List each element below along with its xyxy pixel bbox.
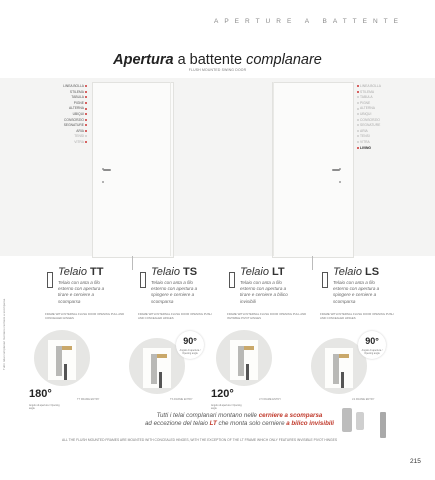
frame-title: [58, 266, 103, 278]
finish-label: VITRA: [74, 139, 84, 144]
frame-section-icon: [140, 272, 146, 288]
frame-detail-photo: [34, 330, 90, 386]
page-subtitle: FLUSH MOUNTED SWING DOOR: [188, 68, 247, 72]
frame-caption: LT FRAME ENTRY: [259, 398, 282, 401]
finishes-list-right: [356, 84, 406, 151]
opening-angle-label: Angolo di apertura / Opening angle: [179, 349, 201, 355]
finish-label: TABULA: [71, 95, 84, 100]
opening-angle-value: 120°: [211, 388, 234, 400]
finish-dot-icon: [357, 147, 359, 149]
finish-label: ALTERNA: [69, 106, 84, 111]
door-right-edge: [273, 82, 274, 256]
finish-dot-icon: [85, 102, 87, 104]
finish-dot-icon: [85, 141, 87, 143]
opening-angle-value: 90°: [183, 336, 197, 346]
finish-label: LIVING: [360, 145, 371, 150]
frame-section-icon: [47, 272, 53, 288]
opening-angle-value: 90°: [365, 336, 379, 346]
finish-label: UBIQUI: [360, 111, 372, 116]
finish-dot-icon: [85, 130, 87, 132]
finish-label: LINEA BOLLA: [360, 84, 381, 88]
bottom-line2-bold1: LT: [209, 420, 217, 427]
hinge-image-1: [342, 408, 352, 432]
frame-title: [333, 266, 379, 278]
finish-dot-icon: [357, 96, 359, 98]
finish-label: ARIA: [76, 128, 84, 133]
page-title: [0, 52, 435, 68]
hinge-image-3: [380, 412, 386, 438]
finish-dot-icon: [85, 124, 87, 126]
title-mid: a battente: [173, 52, 247, 68]
frame-section-icon: [322, 272, 328, 288]
finish-dot-icon: [357, 108, 359, 110]
finish-label: TENSI: [360, 134, 370, 139]
title-italic: complanare: [246, 52, 322, 68]
finishes-list-left: [48, 84, 88, 146]
opening-angle: [176, 331, 204, 359]
finish-label: CONSORZIO: [360, 117, 380, 122]
finish-dot-icon: [357, 85, 359, 87]
door-left-handle: [103, 169, 111, 171]
finish-label: CONSORZIO: [64, 117, 84, 122]
finish-dot-icon: [85, 113, 87, 115]
finish-label: STILEMA: [360, 89, 375, 94]
opening-angle-value: 180°: [29, 388, 52, 400]
opening-angle: [211, 384, 245, 410]
finish-label: TABULA: [360, 95, 373, 100]
bottom-line2-bold2: a bilico invisibili: [286, 420, 335, 427]
divider-left: [132, 256, 133, 270]
frame-title-bold: LS: [365, 266, 380, 278]
footnote: ALL THE FLUSH MOUNTED FRAMES ARE MOUNTED WITH CONCEALED HINGES, WITH THE EXCEPTION OF THE LT FRAME WHICH ONLY FEATURES INVISIBLE PIVOT HINGES: [62, 438, 338, 442]
frame-caption: TS FRAME ENTRY: [170, 398, 193, 401]
finish-dot-icon: [85, 85, 87, 87]
frame-title-italic: Telaio: [58, 266, 91, 278]
finish-dot-icon: [85, 119, 87, 121]
divider-right: [312, 256, 313, 270]
finish-dot-icon: [357, 130, 359, 132]
finish-dot-icon: [357, 102, 359, 104]
finish-dot-icon: [357, 91, 359, 93]
frame-description: Telaio con anta a filo esterno con apertura a tirare e cerniere a scomparsa: [58, 280, 105, 304]
frame-caption: LS FRAME ENTRY: [352, 398, 375, 401]
finish-label: LINEA BOLLA: [63, 84, 84, 88]
opening-angle-label: Angolo di apertura / Opening angle: [211, 404, 242, 410]
hinge-image-2: [356, 412, 364, 430]
bottom-line1-pre: Tutti i telai complanari montano nelle: [156, 412, 259, 419]
frame-title-italic: Telaio: [151, 266, 184, 278]
sidebar-text: Tutti i telai complanari montano cerniere a scomparsa: [2, 298, 6, 370]
bottom-line2-mid: che monta solo cerniere: [216, 420, 287, 427]
finish-label: UBIQUI: [72, 111, 84, 116]
finish-label: VITRA: [360, 139, 370, 144]
section-title: APERTURE A BATTENTE: [214, 18, 404, 25]
opening-angle: [29, 384, 63, 410]
frame-note: FRAME WITH INTERNAL FLUSH DOOR OPENING PULL AND INVISIBLE PIVOT HINGES: [227, 312, 307, 320]
opening-angle-label: Angolo di apertura / Opening angle: [29, 404, 60, 410]
finish-dot-icon: [357, 141, 359, 143]
finish-dot-icon: [85, 135, 87, 137]
finish-label: PIGNE: [360, 100, 371, 105]
finish-label: PIGNE: [73, 100, 84, 105]
frame-description: Telaio con anta a filo esterno con apertura a spingere e cerniere a scomparsa: [333, 280, 380, 304]
finish-item: [48, 140, 88, 146]
frame-title-bold: TS: [183, 266, 198, 278]
finish-dot-icon: [357, 135, 359, 137]
finish-dot-icon: [357, 119, 359, 121]
frame-title-italic: Telaio: [333, 266, 366, 278]
frame-detail-photo: [216, 330, 272, 386]
finish-item: [356, 146, 406, 152]
bottom-note: [142, 412, 337, 428]
frame-title-bold: LT: [272, 266, 285, 278]
opening-angle: [358, 331, 386, 359]
frame-title: [151, 266, 197, 278]
finish-dot-icon: [85, 96, 87, 98]
sidebar-note: [2, 298, 8, 370]
door-right: [272, 82, 354, 258]
finish-label: TENSI: [74, 134, 84, 139]
title-bold: Apertura: [113, 52, 174, 68]
finish-dot-icon: [357, 124, 359, 126]
frame-note: FRAME WITH INTERNAL FLUSH DOOR OPENING PUSH AND CONCEALED HINGES: [138, 312, 212, 320]
finish-dot-icon: [85, 108, 87, 110]
frame-caption: TT FRAME ENTRY: [77, 398, 100, 401]
opening-angle-label: Angolo di apertura / Opening angle: [361, 349, 383, 355]
frame-note: FRAME WITH INTERNAL FLUSH DOOR OPENING PUSH AND CONCEALED HINGES: [320, 312, 394, 320]
finish-label: ALTERNA: [360, 106, 375, 111]
frame-description: Telaio con anta a filo esterno con apertura a spingere e cerniere a scomparsa: [151, 280, 198, 304]
frame-section-icon: [229, 272, 235, 288]
finish-label: SEGNATURE: [63, 123, 84, 128]
finish-label: SEGNATURE: [360, 123, 381, 128]
frame-description: Telaio con anta a filo esterno con apertura a tirare e cerniere a bilico invisibili: [240, 280, 288, 304]
frame-title-italic: Telaio: [240, 266, 273, 278]
bottom-line1-bold: cerniere a scomparsa: [258, 412, 323, 419]
frame-note: FRAME WITH INTERNAL FLUSH DOOR OPENING PULL AND CONCEALED HINGES: [45, 312, 125, 320]
door-left-edge: [170, 82, 171, 256]
bottom-line2-pre: ad eccezione del telaio: [144, 420, 210, 427]
page-number: 215: [410, 458, 421, 465]
finish-label: STILEMA: [69, 89, 84, 94]
finish-dot-icon: [85, 91, 87, 93]
frame-title-bold: TT: [90, 266, 104, 278]
finish-dot-icon: [357, 113, 359, 115]
door-right-handle: [332, 169, 340, 171]
frame-title: [240, 266, 285, 278]
finish-label: ARIA: [360, 128, 368, 133]
